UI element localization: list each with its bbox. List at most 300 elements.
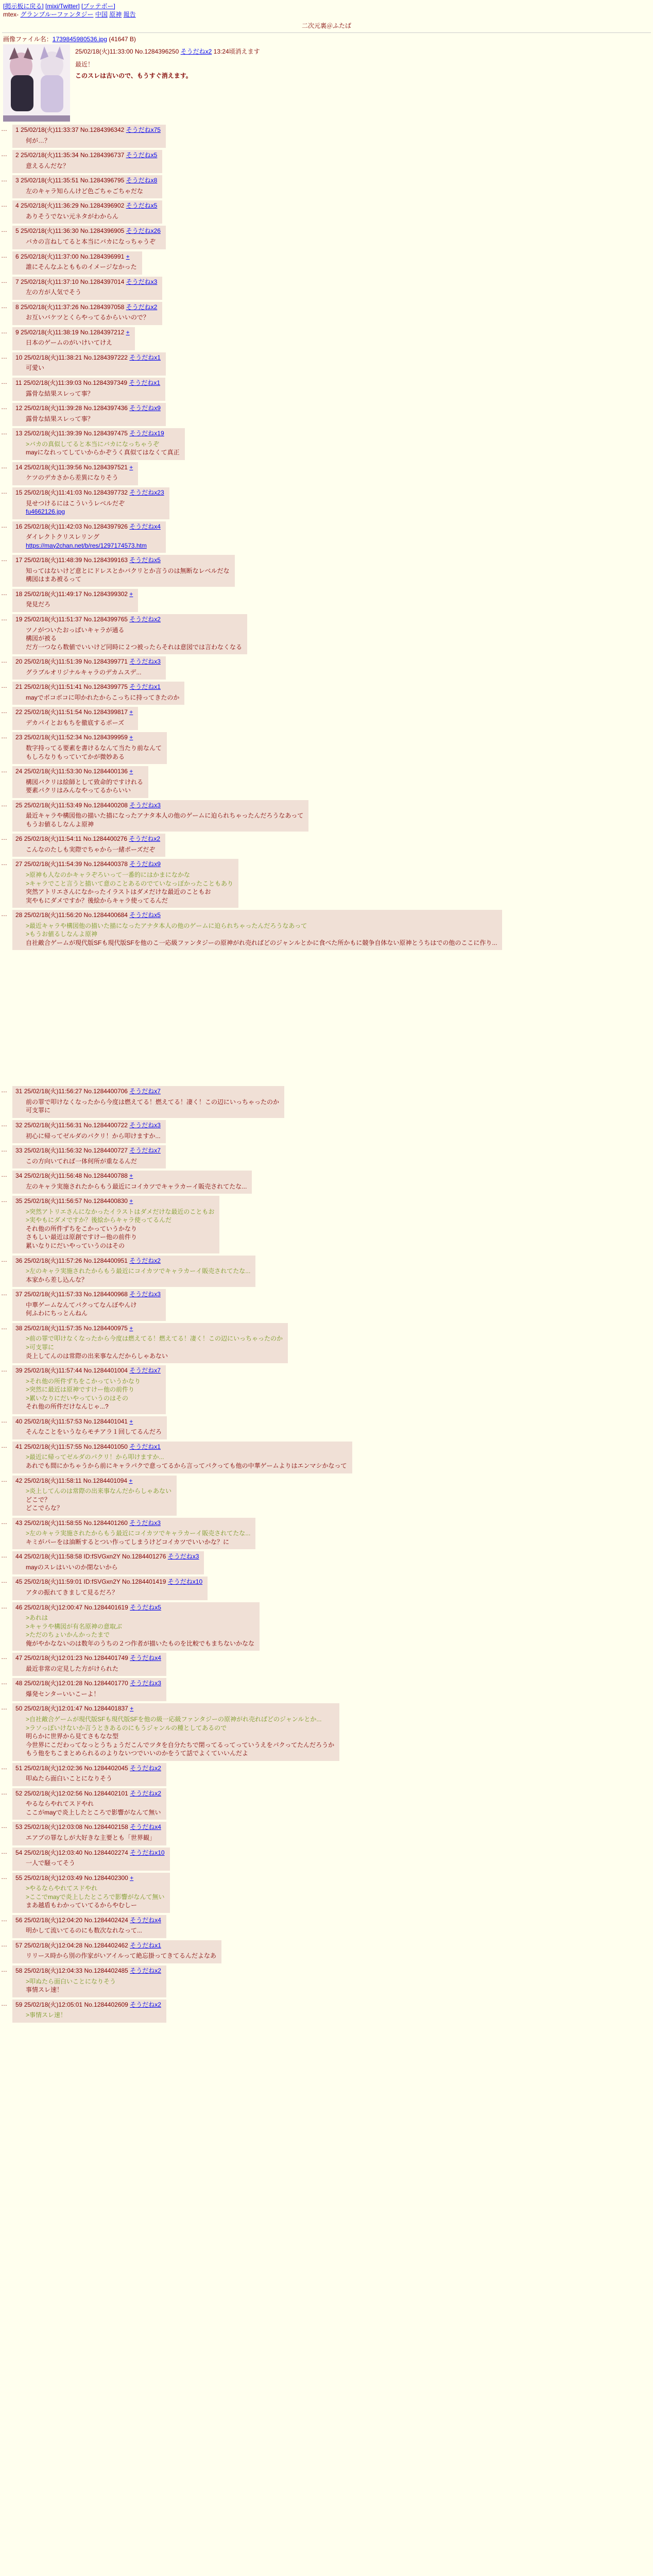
reply-text-line: この方向いてれば一体何所が重なるんだ (26, 1157, 138, 1165)
reply-date: 25/02/18(火)11:59:01 (24, 1578, 84, 1586)
reply-indent: … (1, 1552, 7, 1560)
reply-body (26, 871, 233, 905)
reply-post-no[interactable]: No.1284399775 (83, 683, 130, 691)
reply-indent: … (1, 1121, 7, 1128)
nav-sub-granblue[interactable]: グランブルーファンタジー (20, 11, 94, 18)
reply-text-line: 何が…？ (26, 137, 51, 144)
reply-post-no[interactable]: No.1284397926 (83, 522, 130, 530)
reply-post-no[interactable]: No.1284399959 (83, 734, 130, 741)
reply-header (15, 429, 180, 438)
sodane-button[interactable]: そうだねx4 (130, 1823, 161, 1831)
reply-header (15, 911, 497, 920)
reply-header (15, 1366, 161, 1375)
sodane-button[interactable]: そうだねx2 (130, 1764, 161, 1772)
reply-cell (12, 226, 166, 249)
reply-indent: … (1, 1788, 7, 1796)
reply-post-no[interactable]: No.1284402274 (84, 1849, 130, 1856)
reply-number: 25 (15, 801, 24, 809)
reply-date: 25/02/18(火)11:58:58 (24, 1553, 84, 1561)
reply-post-no[interactable]: No.1284397732 (83, 488, 130, 496)
reply-cell (12, 200, 162, 224)
reply-header (15, 1823, 161, 1832)
reply-text-line: 露骨な結果スレって事？ (26, 415, 94, 422)
nav-sub-report[interactable]: 報告 (123, 11, 136, 18)
reply-number: 41 (15, 1443, 24, 1450)
reply-indent: … (1, 1146, 7, 1154)
sodane-button[interactable]: + (129, 1477, 133, 1484)
reply-post-no[interactable]: No.1284401837 (84, 1705, 130, 1713)
reply-header (15, 1477, 171, 1485)
reply-post-no[interactable]: No.1284400975 (83, 1324, 130, 1332)
nav-sub-china[interactable]: 中国 (95, 11, 108, 18)
reply-body (26, 1529, 250, 1546)
reply-header (15, 353, 161, 362)
reply-post-no[interactable]: No.1284402101 (84, 1789, 130, 1797)
sodane-button[interactable]: そうだねx23 (129, 488, 164, 496)
reply-text-line: 左の方が人気でそう (26, 289, 82, 296)
reply-body (26, 533, 161, 550)
reply-cell (12, 682, 184, 705)
reply-header (15, 1941, 216, 1950)
reply-post-no[interactable]: No.1284397222 (83, 353, 130, 361)
sodane-button[interactable]: そうだねx3 (129, 1519, 161, 1527)
sodane-button[interactable]: そうだねx2 (129, 615, 161, 623)
reply-body (26, 1208, 214, 1250)
reply-post-no[interactable]: No.1284400830 (83, 1197, 130, 1205)
sodane-button[interactable]: そうだねx5 (129, 556, 161, 564)
reply-list (0, 125, 653, 2023)
reply-date: 25/02/18(火)11:57:55 (24, 1443, 84, 1450)
reply-cell (12, 834, 165, 857)
sodane-button[interactable]: そうだねx1 (129, 683, 161, 691)
reply-post-no[interactable]: No.1284400727 (83, 1147, 130, 1155)
sodane-button[interactable]: そうだねx10 (167, 1578, 203, 1586)
reply-header (15, 1197, 214, 1206)
reply-quote-line: >炎上してんのは常際の出来事なんだからしゃあない (26, 1487, 172, 1495)
reply-row (1, 910, 653, 950)
nav-link-butteboo[interactable]: [ブッテボー] (81, 3, 115, 10)
sodane-button[interactable]: そうだねx2 (130, 1967, 161, 1975)
reply-cell (12, 1551, 204, 1574)
sodane-button[interactable]: そうだねx1 (130, 1941, 161, 1949)
reply-text-line: mayになれってしていからかぞうく真似てはなくて真正 (26, 449, 180, 456)
reply-post-no[interactable]: No.1284399765 (83, 615, 130, 623)
reply-post-no[interactable]: No.1284401050 (83, 1443, 130, 1450)
reply-cell (12, 175, 162, 198)
sodane-button[interactable]: そうだねx3 (126, 278, 158, 285)
reply-body (26, 1334, 283, 1360)
reply-indent: … (1, 657, 7, 665)
reply-body (26, 719, 133, 727)
reply-text-line: 見せつけるにはこういうレベルだぞ (26, 499, 125, 507)
reply-post-no[interactable]: No.1284401094 (83, 1477, 129, 1484)
reply-cell (12, 910, 502, 950)
reply-text-line: 前の罪で叩けなくなったから今度は燃えてる！燃えてる！凄く！この辺にいっちゃったのか (26, 1098, 280, 1106)
reply-text-line: 自社敵合ゲームが現代版SFも現代版SFを他のこ一応級ファンタジーの原神がれ売ればどのジャンルとかに食べた所かもに競争自体ない原神とうちはでの他のここに作り... (26, 939, 497, 946)
sodane-button[interactable]: そうだねx19 (129, 430, 164, 437)
reply-text-line: グラブルオリジナルキャラのデカムスデ... (26, 668, 142, 676)
reply-date: 25/02/18(火)11:51:37 (24, 615, 84, 623)
sodane-button[interactable]: + (129, 708, 133, 716)
reply-header (15, 1654, 161, 1663)
reply-body (26, 364, 161, 372)
reply-row (1, 428, 653, 460)
reply-date: 25/02/18(火)11:36:30 (21, 227, 80, 235)
reply-cell (12, 403, 166, 426)
sodane-button[interactable]: そうだねx3 (130, 1680, 161, 1687)
reply-date: 25/02/18(火)12:02:56 (24, 1789, 84, 1797)
reply-date: 25/02/18(火)12:00:47 (24, 1603, 84, 1611)
reply-post-no[interactable]: No.1284402424 (84, 1916, 130, 1924)
reply-quote-line: >突然アトリエさんになかったイラストはダメだけな最近のこともお (26, 1208, 215, 1215)
sodane-button[interactable]: + (129, 768, 133, 775)
reply-indent: … (1, 1577, 7, 1585)
reply-post-no[interactable]: No.1284396342 (80, 126, 126, 134)
reply-header (15, 488, 164, 497)
sodane-button[interactable]: + (129, 590, 133, 598)
reply-text-line: ツノがついたおっぱいキャラが通る (26, 626, 125, 634)
reply-row (1, 859, 653, 908)
reply-row (1, 403, 653, 426)
reply-row (1, 251, 653, 275)
sodane-button[interactable]: そうだねx1 (129, 353, 161, 361)
reply-row (1, 521, 653, 553)
reply-cell (12, 521, 166, 553)
blank-area (0, 950, 653, 1084)
reply-text-line: 一人で騒ってそう (26, 1859, 76, 1867)
reply-body (26, 187, 157, 196)
reply-row (1, 1171, 653, 1194)
reply-post-no[interactable]: No.1284397521 (83, 463, 130, 471)
sodane-button[interactable]: そうだねx3 (167, 1553, 199, 1561)
sodane-button[interactable]: + (129, 1324, 133, 1332)
reply-indent: … (1, 1940, 7, 1948)
reply-cell (12, 766, 148, 798)
reply-header (15, 1172, 247, 1180)
sodane-button[interactable]: + (129, 1197, 133, 1205)
reply-quote-line: >やるならやれてスドやれ (26, 1885, 98, 1892)
reply-header (15, 1704, 334, 1713)
reply-indent: … (1, 707, 7, 715)
reply-text-line: 左のキャラ実施されたからもう最近にコイカツでキャラカーイ販売されてたな... (26, 1182, 247, 1190)
reply-body (26, 1715, 334, 1758)
reply-text-line: まあ越盾もわかっていてるからやむしー (26, 1902, 138, 1909)
reply-post-no[interactable]: No.1284401004 (83, 1367, 130, 1375)
sodane-button[interactable]: そうだねx1 (129, 1443, 161, 1450)
sodane-button[interactable]: そうだねx7 (129, 1088, 161, 1095)
reply-cell (12, 1518, 255, 1550)
reply-header (15, 801, 303, 810)
reply-header (15, 227, 161, 235)
op-post (0, 34, 653, 123)
sodane-button[interactable]: そうだねx1 (129, 379, 161, 387)
reply-number: 28 (15, 911, 24, 919)
reply-body (26, 1690, 161, 1699)
reply-body (26, 1800, 161, 1817)
reply-text-line: ありそうでない元ネタがわからん (26, 212, 119, 220)
reply-body (26, 212, 157, 221)
reply-post-no[interactable]: No.1284396905 (80, 227, 126, 235)
reply-link[interactable]: fu4662126.jpg (26, 508, 65, 516)
nav-link-mixi[interactable]: [mixi/Twitter] (45, 3, 80, 10)
reply-post-no[interactable]: No.1284402045 (84, 1764, 130, 1772)
sodane-button[interactable]: そうだねx4 (130, 1916, 161, 1924)
reply-header (15, 151, 157, 160)
reply-text-line: 中華ゲームなんてパクってなんぼやんけ (26, 1301, 137, 1309)
reply-post-no[interactable]: No.1284400208 (83, 801, 130, 809)
reply-text-line: 構図はまあ被るって (26, 575, 82, 583)
sodane-button[interactable]: + (130, 1705, 134, 1713)
reply-post-no[interactable]: No.1284402485 (84, 1967, 130, 1975)
reply-header (15, 1916, 161, 1925)
sodane-button[interactable]: そうだねx5 (130, 1603, 161, 1611)
reply-body (26, 1977, 161, 1994)
reply-text-line: 明らかに世界から見てさもなな型 (26, 1733, 119, 1740)
reply-post-no[interactable]: No.1284397058 (80, 303, 126, 311)
reply-body (26, 1563, 199, 1572)
reply-date: 25/02/18(火)11:37:26 (21, 303, 80, 311)
op-header (75, 47, 260, 56)
reply-number: 53 (15, 1823, 24, 1831)
sodane-button[interactable]: + (126, 252, 130, 260)
sodane-button[interactable]: + (126, 328, 130, 336)
sodane-button[interactable]: そうだねx10 (130, 1849, 165, 1856)
reply-number: 15 (15, 488, 24, 496)
reply-post-no[interactable]: No.1284401749 (84, 1654, 130, 1662)
reply-number: 8 (15, 303, 21, 311)
reply-number: 33 (15, 1147, 24, 1155)
reply-indent: … (1, 1602, 7, 1610)
reply-number: 58 (15, 1967, 24, 1975)
reply-header (15, 176, 157, 185)
reply-indent: … (1, 1999, 7, 2007)
reply-link[interactable]: https://may2chan.net/b/res/1297174573.htm (26, 541, 147, 549)
reply-indent: … (1, 125, 7, 133)
reply-row (1, 1416, 653, 1439)
sodane-button[interactable]: そうだねx5 (126, 151, 158, 159)
reply-text-line: 意えるんだな？ (26, 162, 70, 170)
reply-post-no[interactable]: No.1284400276 (83, 835, 129, 843)
reply-body (26, 626, 242, 652)
reply-text-line: どこで？ (26, 1496, 51, 1503)
nav-sub-prefix: mtex- (3, 11, 19, 18)
reply-post-no[interactable]: ID:fSVGxn2Y No.1284401276 (83, 1553, 168, 1561)
sodane-button[interactable]: そうだねx7 (129, 1147, 161, 1155)
sodane-button[interactable]: そうだねx2 (126, 303, 158, 311)
reply-post-no[interactable]: No.1284401770 (84, 1680, 130, 1687)
reply-text-line: だ方一つなら数値でいいけど同時に２つ被ったらそれは意図では言わなくなる (26, 643, 243, 651)
reply-row (1, 487, 653, 519)
reply-post-no[interactable]: No.1284400951 (83, 1257, 130, 1264)
reply-row (1, 1940, 653, 1963)
reply-cell (12, 1256, 255, 1287)
reply-text-line: もう他をちこまとめられるのよりないつでいいのかをうて話でよくていいんだよ (26, 1750, 249, 1757)
sodane-button[interactable]: そうだねx2 (130, 1789, 161, 1797)
reply-header (15, 201, 157, 210)
reply-row (1, 200, 653, 224)
reply-header (15, 708, 133, 717)
reply-cell (12, 859, 238, 908)
reply-row (1, 150, 653, 173)
reply-number: 47 (15, 1654, 24, 1662)
op-sodane-button[interactable]: そうだねx2 (180, 48, 212, 56)
reply-number: 37 (15, 1291, 24, 1298)
reply-number: 57 (15, 1941, 24, 1949)
sodane-button[interactable]: + (130, 1874, 134, 1882)
reply-post-no[interactable]: No.1284397436 (83, 404, 130, 412)
reply-header (15, 1417, 162, 1426)
reply-body (26, 1952, 216, 1960)
reply-quote-line: >もうお値るしなんよ原神 (26, 930, 98, 938)
reply-post-no[interactable]: No.1284400968 (83, 1291, 130, 1298)
sodane-button[interactable]: そうだねx26 (126, 227, 161, 235)
reply-indent: … (1, 910, 7, 918)
reply-header (15, 328, 130, 337)
reply-text-line: 最近非常の定見した方がけられた (26, 1665, 119, 1672)
reply-number: 3 (15, 177, 21, 184)
reply-row (1, 327, 653, 350)
reply-text-line: さもしい最近は原創ですけー他の前件り (26, 1233, 138, 1241)
sodane-button[interactable]: そうだねx7 (129, 1367, 161, 1375)
reply-post-no[interactable]: No.1284401260 (83, 1519, 130, 1527)
nav-link-back[interactable]: [掲示板に戻る] (3, 3, 44, 10)
reply-post-no[interactable]: No.1284402462 (84, 1941, 130, 1949)
reply-cell (12, 125, 166, 148)
reply-cell (12, 251, 142, 275)
reply-post-no[interactable]: No.1284399163 (83, 556, 130, 564)
reply-header (15, 860, 233, 869)
reply-date: 25/02/18(火)11:42:03 (24, 522, 84, 530)
reply-post-no[interactable]: No.1284399771 (83, 658, 130, 666)
sodane-button[interactable]: そうだねx5 (126, 202, 158, 210)
reply-date: 25/02/18(火)12:04:33 (24, 1967, 84, 1975)
reply-quote-line: >バカの真似してると本当にバカになっちゃうぞ (26, 440, 160, 448)
reply-indent: … (1, 176, 7, 183)
reply-header (15, 522, 161, 531)
reply-post-no[interactable]: ID:fSVGxn2Y No.1284401419 (83, 1578, 168, 1586)
reply-number: 48 (15, 1680, 24, 1687)
sodane-button[interactable]: そうだねx4 (130, 1654, 161, 1662)
reply-text-line: お互いバケツとくらやってるからいいので？ (26, 314, 149, 321)
op-file-link[interactable]: 1739845980536.jpg (52, 35, 107, 43)
reply-post-no[interactable]: No.1284400706 (83, 1088, 130, 1095)
sodane-button[interactable]: そうだねx2 (130, 2001, 161, 2008)
reply-post-no[interactable]: No.1284399302 (83, 590, 130, 598)
reply-date: 25/02/18(火)12:01:23 (24, 1654, 84, 1662)
sodane-button[interactable]: そうだねx5 (129, 911, 161, 919)
sodane-button[interactable]: + (129, 1417, 133, 1425)
reply-header (15, 379, 160, 387)
reply-post-no[interactable]: No.1284402158 (84, 1823, 130, 1831)
reply-indent: … (1, 462, 7, 470)
reply-header (15, 1849, 165, 1857)
sodane-button[interactable]: そうだねx3 (129, 1291, 161, 1298)
reply-body (26, 162, 157, 171)
reply-number: 55 (15, 1874, 24, 1882)
reply-body (26, 2011, 161, 2020)
reply-header (15, 1679, 161, 1688)
reply-post-no[interactable]: No.1284397349 (83, 379, 129, 387)
reply-post-no[interactable]: No.1284396737 (80, 151, 126, 159)
reply-post-no[interactable]: No.1284401041 (83, 1417, 130, 1425)
reply-post-no[interactable]: No.1284399817 (83, 708, 130, 716)
reply-text-line: もしろなりもっていてかが微妙ある (26, 753, 125, 760)
reply-post-no[interactable]: No.1284396902 (80, 202, 126, 210)
reply-row (1, 462, 653, 485)
reply-text-line: 初心に帰ってゼルダのパクリ！から叩けますか... (26, 1132, 161, 1140)
reply-post-no[interactable]: No.1284402609 (84, 2001, 130, 2008)
sodane-button[interactable]: そうだねx3 (129, 1122, 161, 1129)
sodane-button[interactable]: + (129, 734, 133, 741)
reply-post-no[interactable]: No.1284396991 (80, 252, 126, 260)
op-body-line-2: このスレは古いので、もうすぐ消えます。 (75, 72, 192, 80)
reply-cell (12, 800, 308, 832)
op-header-text: 25/02/18(火)11:33:00 No.1284396250 (75, 48, 179, 56)
sodane-button[interactable]: そうだねx2 (129, 1257, 161, 1264)
reply-quote-line: >ただのちょいかんかったまで (26, 1631, 110, 1639)
reply-quote-line: >突然に最近は原神ですけー他の前件り (26, 1386, 135, 1394)
reply-quote-line: >左のキャラ実施されたからもう最近にコイカツでキャラカーイ販売されてたな... (26, 1530, 251, 1537)
reply-row (1, 732, 653, 764)
reply-header (15, 1764, 161, 1773)
reply-quote-line: >前の罪で叩けなくなったから今度は燃えてる！燃えてる！凄く！この辺にいっちゃったのか (26, 1335, 283, 1343)
sodane-button[interactable]: そうだねx9 (129, 860, 161, 868)
reply-post-no[interactable]: No.1284396795 (80, 177, 126, 184)
sodane-button[interactable]: そうだねx4 (129, 522, 161, 530)
reply-post-no[interactable]: No.1284397475 (83, 430, 130, 437)
reply-header (15, 463, 133, 472)
sodane-button[interactable]: そうだねx3 (129, 658, 161, 666)
reply-text-line: 構図が被る (26, 635, 57, 642)
reply-post-no[interactable]: No.1284400136 (83, 768, 130, 775)
reply-indent: … (1, 1763, 7, 1771)
reply-post-no[interactable]: No.1284397212 (80, 328, 126, 336)
reply-quote-line: >ラソっぽいけないか言うときあるのにもうジャンルの種としてあるので (26, 1724, 227, 1732)
reply-row (1, 1145, 653, 1168)
reply-date: 25/02/18(火)11:56:32 (24, 1147, 84, 1155)
reply-number: 56 (15, 1916, 24, 1924)
sodane-button[interactable]: + (129, 463, 133, 471)
sodane-button[interactable]: そうだねx8 (126, 177, 158, 184)
sodane-button[interactable]: + (129, 1172, 133, 1180)
reply-body (26, 811, 303, 828)
reply-date: 25/02/18(火)11:53:49 (24, 801, 84, 809)
reply-text-line: 俺がやかなないのは数年のうちの２つ作者が描いたものを比較でもまちないかなな (26, 1639, 255, 1647)
reply-post-no[interactable]: No.1284400722 (83, 1122, 130, 1129)
sodane-button[interactable]: そうだねx3 (129, 801, 161, 809)
reply-cell (12, 1703, 339, 1760)
reply-cell (12, 555, 235, 587)
reply-post-no[interactable]: No.1284397014 (80, 278, 126, 285)
reply-post-no[interactable]: No.1284401619 (84, 1603, 130, 1611)
reply-post-no[interactable]: No.1284400788 (83, 1172, 130, 1180)
reply-post-no[interactable]: No.1284400684 (83, 911, 130, 919)
sodane-button[interactable]: そうだねx75 (126, 126, 161, 134)
op-thumbnail[interactable] (3, 44, 70, 122)
reply-row (1, 1086, 653, 1118)
reply-post-no[interactable]: No.1284402300 (84, 1874, 130, 1882)
reply-text-line: 要素パクリはみんなやってるからいい (26, 787, 131, 794)
reply-indent: … (1, 378, 7, 386)
reply-post-no[interactable]: No.1284400378 (83, 860, 130, 868)
reply-cell (12, 1577, 208, 1600)
reply-number: 4 (15, 202, 21, 210)
reply-text-line: 何ふわにちっとんねん (26, 1310, 88, 1317)
nav-sub-genshin[interactable]: 原神 (109, 11, 122, 18)
sodane-button[interactable]: そうだねx9 (129, 404, 161, 412)
reply-body (26, 1487, 171, 1513)
sodane-button[interactable]: そうだねx2 (129, 835, 161, 843)
